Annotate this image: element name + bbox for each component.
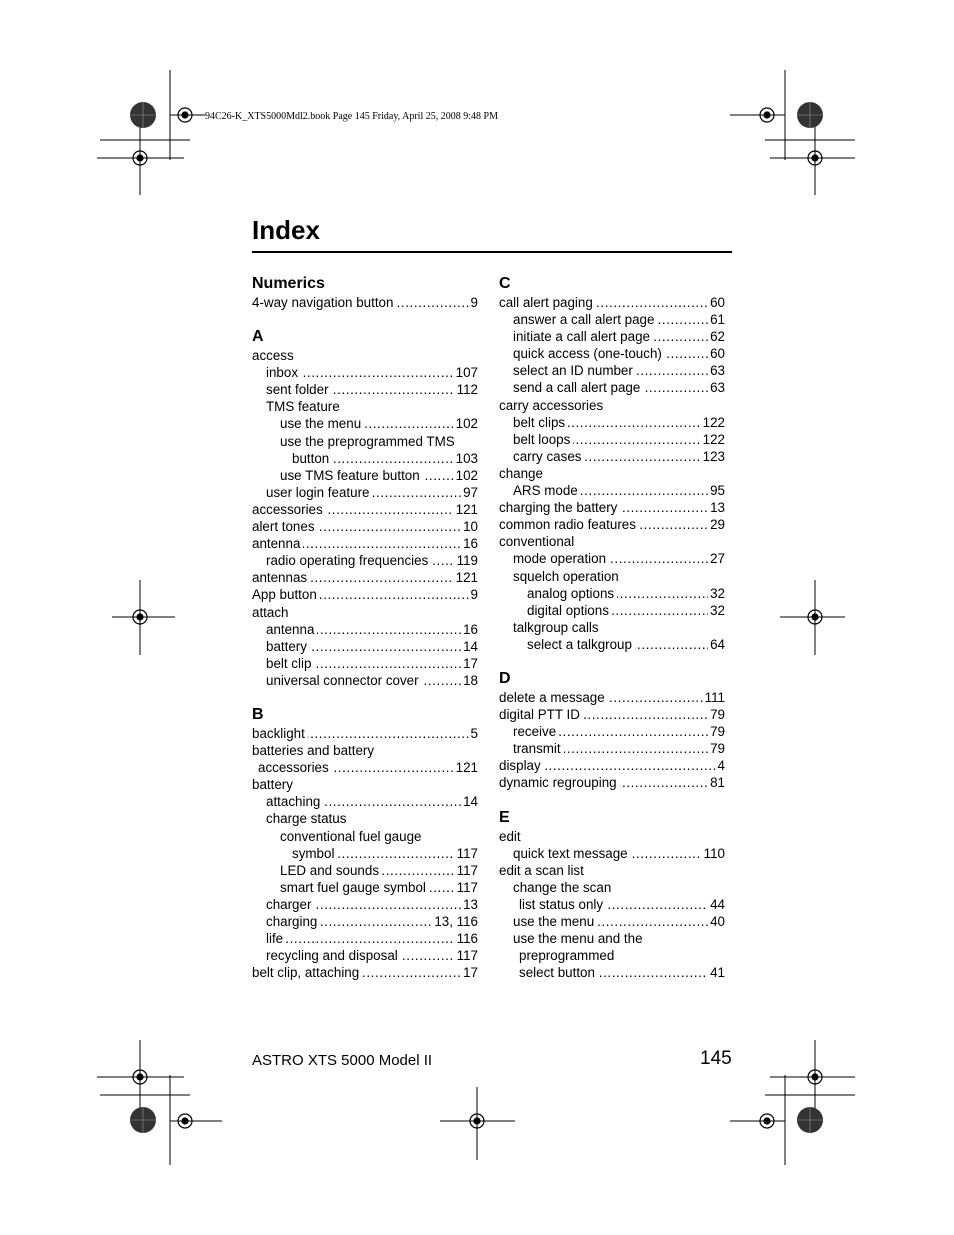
index-entry-term: use the menu bbox=[280, 416, 364, 431]
index-entry-page: 121 bbox=[455, 501, 478, 517]
index-entry bbox=[499, 414, 725, 431]
index-entry bbox=[252, 381, 478, 398]
dot-leader bbox=[268, 930, 478, 947]
index-entry-page: 97 bbox=[463, 484, 478, 500]
index-entry bbox=[499, 448, 725, 465]
title-rule bbox=[252, 251, 732, 253]
index-entry bbox=[252, 415, 478, 432]
index-entry-term: dynamic regrouping bbox=[499, 775, 620, 790]
index-entry-page: 116 bbox=[456, 931, 478, 947]
index-entry bbox=[252, 655, 478, 672]
index-entry bbox=[499, 533, 725, 550]
index-entry-page: 9 bbox=[470, 587, 478, 603]
index-entry bbox=[499, 516, 725, 533]
index-entry-term: charging bbox=[266, 914, 320, 929]
index-entry-term: list status only bbox=[519, 897, 606, 912]
index-entry-term: accessories bbox=[252, 502, 326, 517]
index-entry bbox=[499, 328, 725, 345]
index-entry-page: 121 bbox=[455, 760, 478, 776]
index-entry bbox=[252, 364, 478, 381]
index-entry-page: 14 bbox=[463, 638, 478, 654]
index-entry bbox=[252, 604, 478, 621]
index-entry bbox=[499, 913, 725, 930]
index-entry-page: 110 bbox=[703, 845, 725, 861]
index-entry-term: use the menu and the bbox=[513, 931, 646, 946]
index-entry-page: 61 bbox=[710, 312, 725, 328]
index-entry-term: display bbox=[499, 758, 544, 773]
index-entry bbox=[252, 828, 478, 845]
index-entry bbox=[499, 345, 725, 362]
index-entry bbox=[252, 759, 478, 776]
index-entry-term: sent folder bbox=[266, 382, 332, 397]
index-entry bbox=[499, 706, 725, 723]
index-entry-term: digital PTT ID bbox=[499, 707, 583, 722]
index-entry-page: 102 bbox=[455, 416, 478, 432]
index-entry-term: use the menu bbox=[513, 914, 597, 929]
index-entry-term: user login feature bbox=[266, 485, 372, 500]
index-entry bbox=[252, 964, 478, 981]
index-entry bbox=[252, 742, 478, 759]
index-entry-page: 14 bbox=[463, 794, 478, 810]
index-entry bbox=[252, 535, 478, 552]
index-entry bbox=[252, 398, 478, 415]
index-entry bbox=[252, 484, 478, 501]
index-entry bbox=[499, 845, 725, 862]
index-entry bbox=[252, 896, 478, 913]
index-entry-term: conventional bbox=[499, 534, 577, 549]
section-gap bbox=[252, 689, 478, 705]
index-entry-term: digital options bbox=[527, 603, 612, 618]
index-entry-term: change bbox=[499, 466, 546, 481]
index-entry bbox=[252, 845, 478, 862]
index-entry bbox=[499, 499, 725, 516]
index-entry bbox=[252, 638, 478, 655]
index-entry bbox=[499, 311, 725, 328]
index-entry-term: button bbox=[292, 451, 332, 466]
footer-page-number: 145 bbox=[700, 1048, 732, 1069]
index-entry-page: 29 bbox=[710, 517, 725, 533]
index-entry bbox=[252, 467, 478, 484]
index-entry-page: 16 bbox=[463, 536, 478, 552]
index-entry-term: change the scan bbox=[513, 880, 614, 895]
index-entry bbox=[252, 433, 478, 450]
index-entry-page: 17 bbox=[463, 655, 478, 671]
index-entry-page: 119 bbox=[456, 553, 478, 569]
index-entry-term: accessories bbox=[258, 760, 332, 775]
index-entry-page: 18 bbox=[463, 672, 478, 688]
index-entry bbox=[252, 810, 478, 827]
index-entry bbox=[252, 501, 478, 518]
index-section-heading: Numerics bbox=[252, 275, 325, 292]
index-entry bbox=[252, 793, 478, 810]
index-entry-page: 44 bbox=[710, 896, 725, 912]
index-entry-term: alert tones bbox=[252, 519, 318, 534]
index-entry-page: 40 bbox=[710, 914, 725, 929]
index-section-heading: B bbox=[252, 705, 264, 723]
index-entry-term: antennas bbox=[252, 570, 310, 585]
index-entry bbox=[499, 568, 725, 585]
index-entry-term: backlight bbox=[252, 726, 308, 741]
index-entry-page: 123 bbox=[702, 448, 725, 464]
index-entry-term: receive bbox=[513, 724, 559, 739]
index-entry-page: 117 bbox=[456, 862, 478, 878]
book-file-header: 94C26-K_XTS5000Mdl2.book Page 145 Friday, April 25, 2008 9:48 PM bbox=[205, 111, 498, 122]
index-entry bbox=[499, 431, 725, 448]
index-entry bbox=[252, 672, 478, 689]
index-entry bbox=[499, 774, 725, 791]
index-entry-page: 32 bbox=[710, 585, 725, 601]
index-entry bbox=[499, 636, 725, 653]
index-entry bbox=[252, 879, 478, 896]
index-column-left bbox=[252, 274, 478, 981]
index-entry bbox=[252, 518, 478, 535]
index-entry bbox=[499, 896, 725, 913]
index-entry-page: 32 bbox=[710, 602, 725, 618]
index-entry-term: quick text message bbox=[513, 846, 631, 861]
index-entry bbox=[499, 602, 725, 619]
index-entry-page: 63 bbox=[710, 380, 725, 396]
index-entry-term: delete a message bbox=[499, 690, 608, 705]
index-entry-term: battery bbox=[252, 777, 296, 792]
index-entry-term: select a talkgroup bbox=[527, 637, 635, 652]
index-entry-term: send a call alert page bbox=[513, 380, 643, 395]
index-entry-page: 60 bbox=[710, 295, 725, 310]
index-entry bbox=[499, 397, 725, 414]
index-entry-page: 122 bbox=[702, 431, 725, 447]
index-entry-term: 4-way navigation button bbox=[252, 295, 396, 310]
index-entry-term: App button bbox=[252, 587, 320, 602]
index-entry-term: conventional fuel gauge bbox=[280, 829, 424, 844]
index-entry bbox=[499, 362, 725, 379]
index-entry-term: LED and sounds bbox=[280, 863, 382, 878]
index-section-heading: A bbox=[252, 328, 264, 346]
index-entry-page: 107 bbox=[455, 365, 478, 381]
index-entry bbox=[499, 964, 725, 981]
index-section-heading: D bbox=[499, 669, 511, 687]
index-entry-term: belt clip bbox=[266, 656, 314, 671]
section-gap bbox=[499, 653, 725, 669]
index-entry-term: preprogrammed bbox=[519, 948, 617, 963]
index-entry bbox=[499, 930, 725, 947]
index-entry bbox=[252, 450, 478, 467]
page-title: Index bbox=[252, 215, 320, 245]
index-entry-page: 81 bbox=[710, 775, 725, 791]
index-section-heading: C bbox=[499, 275, 511, 292]
index-entry-term: universal connector cover bbox=[266, 673, 422, 688]
index-entry bbox=[499, 294, 725, 311]
index-entry-term: use TMS feature button bbox=[280, 468, 423, 483]
index-entry-page: 117 bbox=[456, 845, 478, 861]
index-entry bbox=[252, 862, 478, 879]
index-entry-page: 60 bbox=[710, 346, 725, 362]
index-entry-page: 10 bbox=[463, 519, 478, 535]
index-entry bbox=[499, 482, 725, 499]
index-entry bbox=[499, 550, 725, 567]
index-entry-term: attach bbox=[252, 605, 291, 620]
index-entry-term: carry cases bbox=[513, 449, 584, 464]
index-entry-term: charger bbox=[266, 897, 314, 912]
index-entry-term: common radio features bbox=[499, 517, 639, 532]
index-entry bbox=[252, 586, 478, 603]
index-entry bbox=[252, 947, 478, 964]
index-entry-term: inbox bbox=[266, 365, 301, 380]
index-entry-page: 64 bbox=[710, 636, 725, 652]
index-entry-term: edit a scan list bbox=[499, 863, 587, 878]
index-entry-page: 4 bbox=[717, 758, 725, 774]
index-entry-page: 5 bbox=[470, 725, 478, 741]
index-entry bbox=[499, 828, 725, 845]
index-entry-page: 102 bbox=[455, 467, 478, 483]
index-entry bbox=[499, 723, 725, 740]
index-entry-page: 95 bbox=[710, 483, 725, 499]
index-section-heading: E bbox=[499, 808, 510, 826]
index-entry-page: 117 bbox=[456, 948, 478, 964]
index-entry bbox=[499, 879, 725, 896]
index-entry bbox=[252, 776, 478, 793]
index-entry-page: 17 bbox=[463, 965, 478, 981]
index-entry-page: 121 bbox=[455, 570, 478, 586]
index-entry bbox=[499, 947, 725, 964]
index-entry-term: radio operating frequencies bbox=[266, 553, 431, 568]
index-entry-term: battery bbox=[266, 639, 310, 654]
index-entry bbox=[252, 621, 478, 638]
index-entry-term: batteries and battery bbox=[252, 743, 377, 758]
index-entry-term: belt clips bbox=[513, 415, 568, 430]
index-entry-term: select an ID number bbox=[513, 363, 636, 378]
index-entry bbox=[252, 930, 478, 947]
index-entry-term: analog options bbox=[527, 586, 617, 601]
index-entry bbox=[252, 725, 478, 742]
index-entry-page: 112 bbox=[456, 382, 478, 398]
index-entry-term: antenna bbox=[252, 536, 303, 551]
index-entry-page: 62 bbox=[710, 329, 725, 345]
index-entry-term: edit bbox=[499, 829, 524, 844]
index-entry-term: charge status bbox=[266, 811, 349, 826]
section-gap bbox=[499, 792, 725, 808]
index-column-right bbox=[499, 274, 725, 981]
index-entry-term: access bbox=[252, 348, 297, 363]
index-entry-page: 13, 116 bbox=[434, 914, 478, 929]
index-entry-page: 13 bbox=[710, 500, 725, 516]
index-entry-term: answer a call alert page bbox=[513, 312, 657, 327]
index-entry-term: select button bbox=[519, 965, 598, 980]
index-entry-page: 16 bbox=[463, 621, 478, 637]
index-entry-term: ARS mode bbox=[513, 483, 581, 498]
index-entry-term: recycling and disposal bbox=[266, 948, 401, 963]
index-entry bbox=[252, 347, 478, 364]
index-entry-term: transmit bbox=[513, 741, 564, 756]
section-gap bbox=[252, 311, 478, 327]
index-entry-term: talkgroup calls bbox=[513, 620, 602, 635]
index-entry-page: 79 bbox=[710, 724, 725, 740]
index-entry-term: call alert paging bbox=[499, 295, 596, 310]
index-entry-page: 117 bbox=[456, 879, 478, 895]
index-entry-page: 63 bbox=[710, 363, 725, 379]
index-entry-page: 27 bbox=[710, 551, 725, 567]
index-entry-term: antenna bbox=[266, 622, 317, 637]
index-entry-term: use the preprogrammed TMS bbox=[280, 434, 458, 449]
index-entry-term: belt loops bbox=[513, 432, 573, 447]
index-entry-page: 103 bbox=[455, 450, 478, 466]
index-entry-page: 79 bbox=[710, 707, 725, 723]
index-entry-page: 13 bbox=[463, 896, 478, 912]
index-entry-term: squelch operation bbox=[513, 569, 622, 584]
index-entry-page: 79 bbox=[710, 741, 725, 757]
index-entry-term: symbol bbox=[292, 846, 337, 861]
index-entry-page: 111 bbox=[704, 689, 725, 705]
index-entry bbox=[499, 585, 725, 602]
index-entry bbox=[252, 294, 478, 311]
index-entry bbox=[252, 569, 478, 586]
index-entry bbox=[499, 757, 725, 774]
index-entry-page: 122 bbox=[702, 414, 725, 430]
index-entry bbox=[499, 619, 725, 636]
index-entry bbox=[499, 862, 725, 879]
index-entry-term: life bbox=[266, 931, 286, 946]
index-entry-page: 9 bbox=[470, 295, 478, 310]
index-entry bbox=[252, 552, 478, 569]
index-entry-page: 41 bbox=[710, 965, 725, 981]
index-entry bbox=[252, 913, 478, 930]
index-entry-term: quick access (one-touch) bbox=[513, 346, 665, 361]
index-entry-term: attaching bbox=[266, 794, 323, 809]
index-entry bbox=[499, 689, 725, 706]
index-entry-term: carry accessories bbox=[499, 398, 606, 413]
index-entry-term: charging the battery bbox=[499, 500, 620, 515]
index-entry-term: mode operation bbox=[513, 551, 609, 566]
index-entry-term: belt clip, attaching bbox=[252, 965, 362, 980]
index-entry-term: TMS feature bbox=[266, 399, 343, 414]
index-entry-term: smart fuel gauge symbol bbox=[280, 880, 429, 895]
index-entry-term: initiate a call alert page bbox=[513, 329, 653, 344]
index-entry bbox=[499, 465, 725, 482]
footer-book-title: ASTRO XTS 5000 Model II bbox=[252, 1052, 433, 1069]
index-entry bbox=[499, 740, 725, 757]
index-entry bbox=[499, 379, 725, 396]
